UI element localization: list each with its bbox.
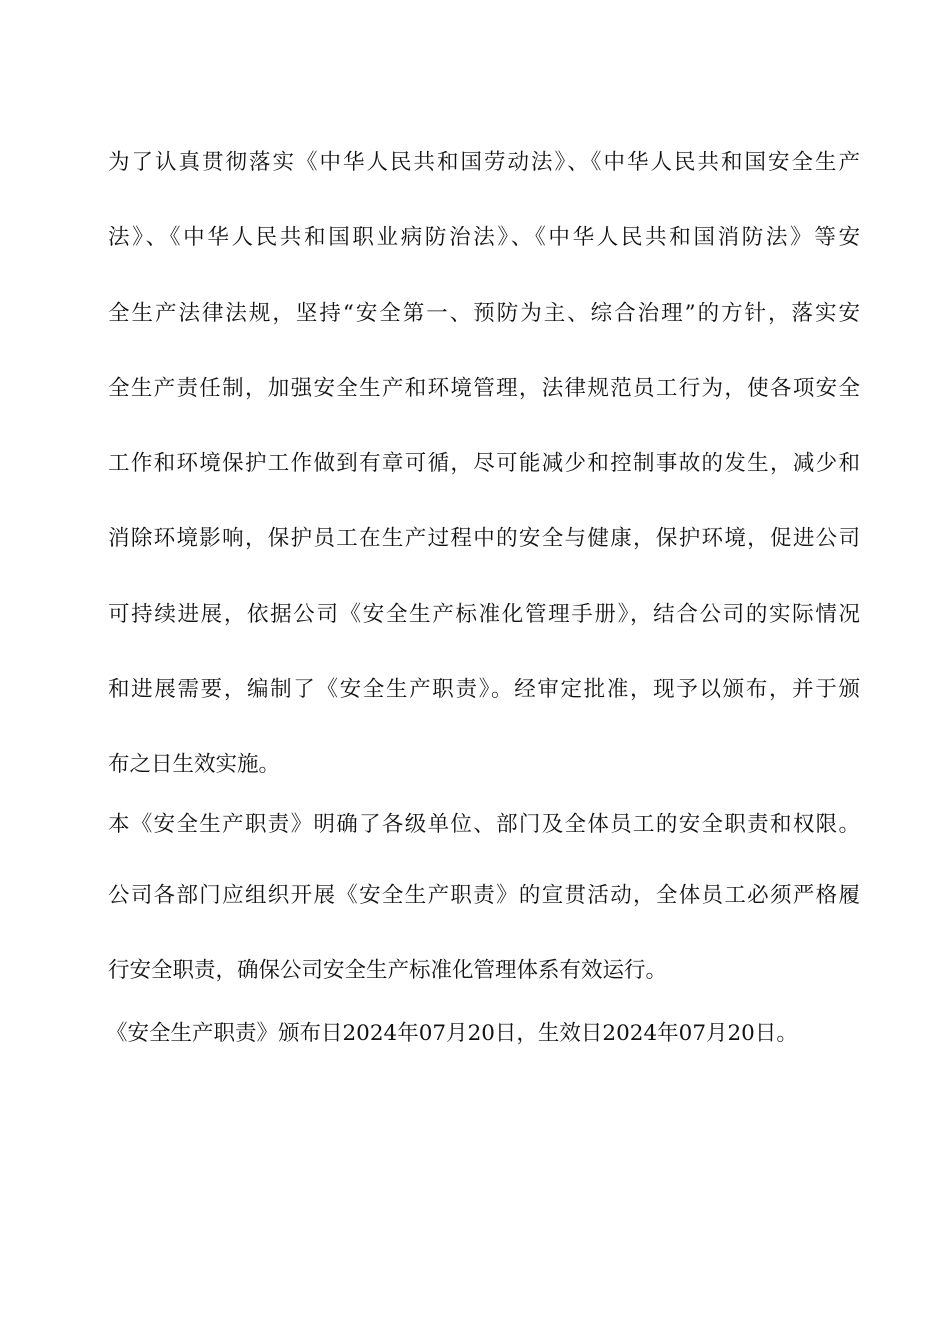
paragraph-1-line-5: 工作和环境保护工作做到有章可循，尽可能减少和控制事故的发生，减少和 — [108, 451, 860, 476]
paragraph-1-line-8: 和进展需要，编制了《安全生产职责》。经审定批准，现予以颁布，并于颁 — [108, 677, 860, 702]
paragraph-1-line-7: 可持续进展，依据公司《安全生产标准化管理手册》，结合公司的实际情况 — [108, 602, 860, 627]
paragraph-3-line-2: 行安全职责，确保公司安全生产标准化管理体系有效运行。 — [108, 958, 668, 983]
paragraph-1-line-4: 全生产责任制，加强安全生产和环境管理，法律规范员工行为，使各项安全 — [108, 376, 860, 401]
paragraph-1-line-1: 为了认真贯彻落实《中华人民共和国劳动法》、《中华人民共和国安全生产 — [108, 150, 860, 175]
paragraph-3-line-1: 公司各部门应组织开展《安全生产职责》的宣贯活动，全体员工必须严格履 — [108, 883, 860, 908]
paragraph-2-line-1: 本《安全生产职责》明确了各级单位、部门及全体员工的安全职责和权限。 — [108, 812, 860, 837]
paragraph-1-line-6: 消除环境影响，保护员工在生产过程中的安全与健康，保护环境，促进公司 — [108, 526, 860, 551]
paragraph-1-line-9: 布之日生效实施。 — [108, 752, 281, 777]
paragraph-1-line-3: 全生产法律法规，坚持“安全第一、预防为主、综合治理”的方针，落实安 — [108, 301, 860, 326]
paragraph-1-line-2: 法》、《中华人民共和国职业病防治法》、《中华人民共和国消防法》等安 — [108, 225, 860, 250]
issue-effective-date-line: 《安全生产职责》颁布日2024年07月20日，生效日2024年07月20日。 — [106, 1021, 798, 1046]
